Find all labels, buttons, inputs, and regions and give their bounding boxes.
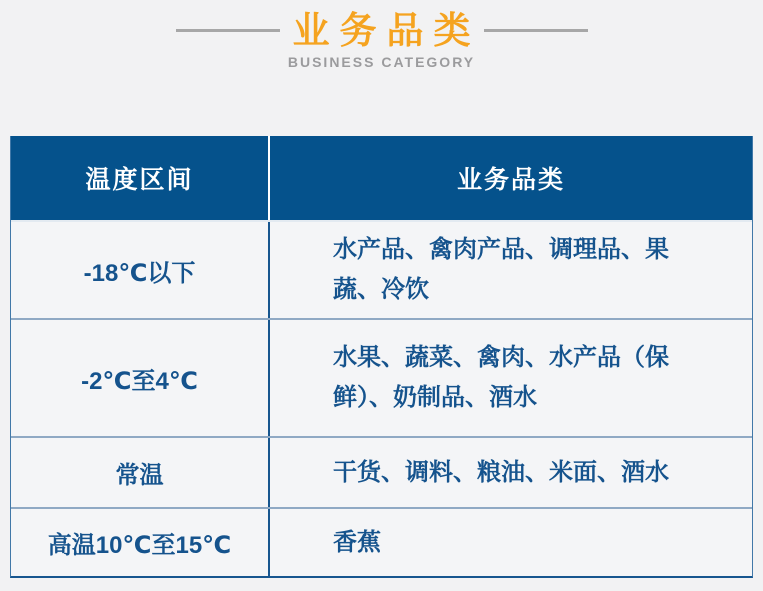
category-cell: 干货、调料、粮油、米面、酒水 xyxy=(333,458,669,486)
title-divider-right xyxy=(484,29,588,32)
table-header-row xyxy=(11,136,752,222)
table-row xyxy=(11,507,752,576)
temperature-range-cell: 常温 xyxy=(11,438,270,507)
temperature-range-cell: 高温10℃至15℃ xyxy=(11,509,270,576)
category-cell: 香蕉 xyxy=(333,528,381,556)
temperature-range-cell: -18℃以下 xyxy=(11,222,270,318)
category-cell: 水果、蔬菜、禽肉、水产品（保鲜）、奶制品、酒水 xyxy=(333,344,669,411)
business-category-table xyxy=(10,136,753,578)
table-row xyxy=(11,318,752,436)
category-cell: 水产品、禽肉产品、调理品、果蔬、冷饮 xyxy=(333,236,669,303)
column-header-business-category: 业务品类 xyxy=(456,166,565,194)
table-row xyxy=(11,222,752,318)
title-divider-left xyxy=(176,29,280,32)
temperature-range-cell: -2℃至4℃ xyxy=(11,320,270,436)
section-header xyxy=(0,0,763,70)
table-row xyxy=(11,436,752,507)
page-title: 业务品类 xyxy=(292,9,481,51)
title-row xyxy=(0,8,763,52)
column-header-temperature-range: 温度区间 xyxy=(11,136,270,220)
page-subtitle: BUSINESS CATEGORY xyxy=(287,54,476,70)
